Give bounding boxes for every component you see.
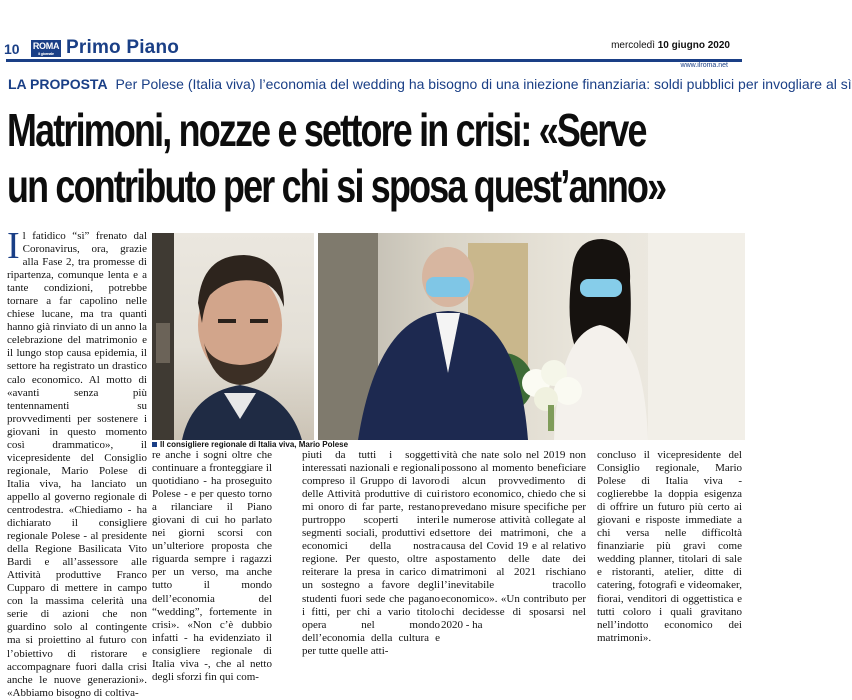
caption-bullet-icon: [152, 442, 157, 447]
newspaper-logo: [31, 40, 61, 57]
kicker: [8, 76, 852, 92]
headline: [7, 102, 666, 214]
headline-line-1: Matrimoni, nozze e settore in crisi: «Serve: [7, 104, 646, 156]
article-column-3: piuti da tutti i soggetti interessati nazionali e regionali compreso il Gruppo di lavoro delle Attività produttive di cui mi onoro di far parte, restano purtroppo scoperti interi segmenti sociali, produttivi ed economici della nostra regione. Per questo, oltre a reiterare la presa in carico di un sostegno a favore degli studenti fuori sede che pagano i fitti, per chi a vario titolo opera nel mondo dell’economia della cultura e per tutte quelle atti-: [302, 449, 440, 657]
date-day-month-year: 10 giugno 2020: [657, 40, 730, 51]
portrait-illustration: [152, 233, 314, 440]
logo-text: ROMA: [32, 41, 60, 51]
photo-caption: [152, 440, 452, 449]
drop-cap: I: [7, 225, 20, 267]
website-url: www.ilroma.net: [680, 62, 728, 69]
column-1-text: l fatidico “sì” frenato dal Coronavirus, ora, grazie alla Fase 2, tra promesse di ripartenza, comunque lenta e a tante condizioni, potrebbe tornare a far capolino nelle chiese lucane, ma tra quanti hanno già rinviato di un anno la celebrazione del matrimonio e il lungo stop causa epidemia, il settore ha registrato un drastico calo economico. Al motto di «avanti senza più tentennamenti su provvedimenti per sostenere i giovani in questo momento così drammatico», il vicepresidente del Consiglio regionale, Mario Polese di Italia viva, ha lanciato un appello al governo regionale di centrodestra. «Chiediamo - ha dichiarato il consigliere regionale Polese - al presidente della Regione Basilicata Vito Bardi e all’assessore alle Attività produttive Franco Cupparo di mettere in campo con la massima celerità una serie di azioni che non guardino solo al contingente ma si proiettino al futuro con l’obiettivo di ristorare e accompagnare fuori dalla crisi anche le nuove generazioni». «Abbiamo bisogno di coltiva-: [7, 230, 147, 699]
date-weekday: mercoledì: [611, 40, 655, 51]
header-rule: [6, 59, 742, 62]
caption-text: Il consigliere regionale di Italia viva, Mario Polese: [160, 440, 349, 449]
article-column-2: re anche i sogni oltre che continuare a fronteggiare il quotidiano - ha proseguito Polese - e per questo torno a rilanciare il Piano giovani di cui ho parlato nei giorni scorsi con un’ulteriore proposta che riguarda sempre i ragazzi per un verso, ma anche tutto il mondo dell’economia del “wedding”, fortemente in crisi». «Non c’è dubbio infatti - ha evidenziato il consigliere regionale di Italia viva -, che al netto degli sforzi fin qui com-: [152, 449, 272, 683]
page-header: [0, 0, 750, 69]
headline-line-2: un contributo per chi si sposa quest’anno»: [7, 160, 666, 212]
article-column-1: [7, 225, 147, 700]
logo-subtext: il giornale: [38, 51, 54, 56]
section-title: Primo Piano: [66, 37, 180, 58]
couple-photo: [318, 233, 745, 440]
couple-illustration: [318, 233, 745, 440]
issue-date: [611, 40, 730, 51]
portrait-photo: [152, 233, 314, 440]
article-column-4: vità che nate solo nel 2019 non possono al momento beneficiare di alcun provvedimento di ristoro economico, chiedo che si prevedano misure specifiche per le numerose attività collegate al settore dei matrimoni, che a causa del Covid 19 e al relativo spostamento delle date dei matrimoni al 2021 rischiano l’inevitabile tracollo economico». «Un contributo per chi decidesse di sposarsi nel 2020 - ha: [441, 449, 586, 631]
kicker-text: Per Polese (Italia viva) l’economia del wedding ha bisogno di una iniezione finanziaria: soldi pubblici per invogliare al sì: [115, 76, 852, 92]
page-number: 10: [4, 41, 20, 57]
kicker-label: LA PROPOSTA: [8, 76, 108, 92]
article-column-5: concluso il vicepresidente del Consiglio regionale, Mario Polese di Italia viva - coglierebbe la doppia esigenza di offrire un futuro più certo ai giovani e risposte immediate a chi versa nelle difficoltà finanziarie più gravi come wedding planner, titolari di sale e ristoranti, atelier, ditte di catering, fotografi e videomaker, fiorai, venditori di oggettistica e tutti coloro i quali gravitano nell’indotto economico dei matrimoni».: [597, 449, 742, 644]
